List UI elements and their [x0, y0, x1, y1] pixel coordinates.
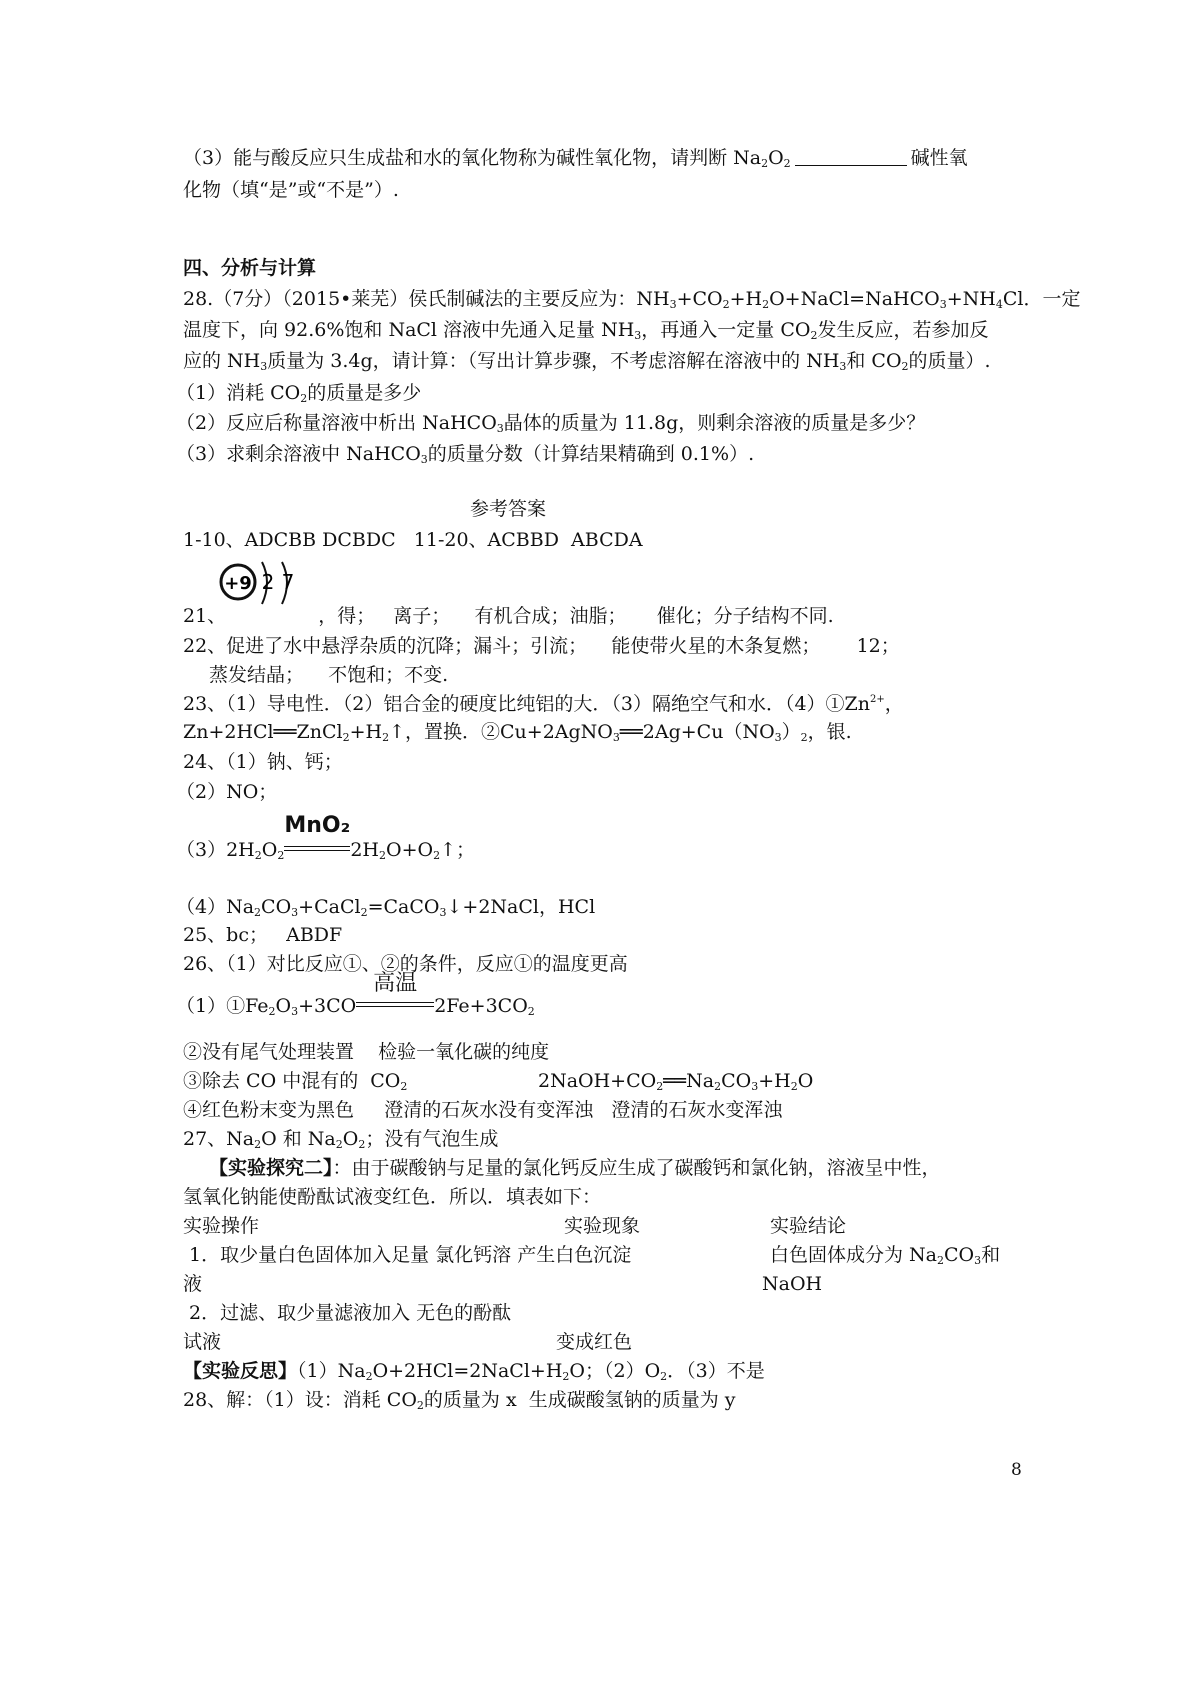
answer-26-equation: $2NaOH+CO_2══Na_2CO_3+H_2O$ — [538, 1070, 814, 1093]
answer-24-line1: 24、（1）钠、钙； — [183, 751, 343, 773]
q28-sub2: （2）反应后称量溶液中析出 NaHCO$_3$晶体的质量为 11.8g，则剩余溶液的质量是多少？ — [176, 412, 926, 435]
table-row2-phenomenon: 变成红色 — [556, 1331, 633, 1353]
answer-27-line1: 27、$Na_2O$ 和 $Na_2O_2$；没有气泡生成 — [183, 1128, 499, 1151]
table-row1-conclusion: 白色固体成分为 $Na_2CO_3$和 — [770, 1244, 1001, 1267]
q27-3-line2: 化物（填“是”或“不是”）. — [183, 179, 399, 201]
answer-mc: 1-10、ADCBB DCBDC 11-20、ACBBD ABCDA — [183, 529, 643, 551]
answer-26-line3: ②没有尾气处理装置 检验一氧化碳的纯度 — [183, 1041, 550, 1063]
answer-25: 25、bc； ABDF — [183, 924, 343, 946]
q27-3-line1: （3）能与酸反应只生成盐和水的氧化物称为碱性氧化物，请判断 $Na_2O_2$ 碱性氧 — [183, 147, 968, 170]
answer-27-line2: 【实验探究二】：由于碳酸钠与足量的氯化钙反应生成了碳酸钙和氯化钠，溶液呈中性， — [209, 1157, 941, 1179]
answer-22-line1: 22、促进了水中悬浮杂质的沉降；漏斗；引流； 能使带火星的木条复燃； 12； — [183, 635, 900, 657]
shell2-count: 7 — [281, 570, 295, 594]
answer-28: 28、解：（1）设：消耗 $CO_2$的质量为 x 生成碳酸氢钠的质量为 y — [183, 1389, 736, 1412]
answers-title: 参考答案 — [470, 498, 547, 520]
answer-23-line2: $Zn+2HCl══ZnCl_2+H_2↑$，置换．$②Cu+2AgNO_3══2Ag+Cu(NO_3)_2$，银. — [183, 721, 852, 744]
table-row1-operation-cont: 液 — [183, 1273, 203, 1295]
answer-26-line1: 26、（1）对比反应①、②的条件，反应①的温度更高 — [183, 953, 628, 975]
table-row1-conclusion-cont: NaOH — [762, 1273, 823, 1295]
nucleus-charge: +9 — [224, 573, 252, 594]
table-header-phenomenon: 实验现象 — [564, 1215, 641, 1237]
page-number: 8 — [1011, 1460, 1022, 1480]
q28-sub1: （1）消耗 $CO_2$的质量是多少 — [176, 382, 422, 405]
table-row2-operation: 2．过滤、取少量滤液加入 无色的酚酞 — [183, 1302, 512, 1324]
table-header-operation: 实验操作 — [183, 1215, 260, 1237]
answer-26-line4: ③除去 CO 中混有的 $CO_2$ — [183, 1070, 408, 1093]
reaction-condition-mno2: MnO₂ — [284, 844, 350, 854]
answer-23-line1: 23、（1）导电性．（2）铝合金的硬度比纯铝的大．（3）隔绝空气和水．$(4)①Zn^{2+}$， — [183, 693, 904, 715]
table-header-conclusion: 实验结论 — [770, 1215, 847, 1237]
answer-22-line2: 蒸发结晶； 不饱和；不变. — [209, 664, 449, 686]
experiment-reflection: 【实验反思】$(1)Na_2O+2HCl=2NaCl+H_2O$；$(2)O_2$．（3）不是 — [183, 1360, 765, 1383]
section-heading: 四、分析与计算 — [183, 257, 317, 279]
q28-line3: 应的 $NH_3$质量为 3.4g，请计算：（写出计算步骤，不考虑溶解在溶液中的 $NH_3$和 $CO_2$的质量）. — [183, 350, 991, 373]
answer-24-line3: $(3)2H_2O_2$ MnO₂ $2H_2O+O_2↑$； — [176, 813, 475, 862]
shell1-count: 2 — [261, 570, 275, 594]
table-row1-operation: 1．取少量白色固体加入足量 氯化钙溶 产生白色沉淀 — [183, 1244, 632, 1266]
reaction-condition-high-temp: 高温 — [356, 1000, 434, 1010]
answer-24-line4: $(4)Na_2CO_3+CaCl_2=CaCO_3↓+2NaCl$，HCl — [176, 896, 596, 919]
answer-21: 21、 ，得； 离子； 有机合成；油脂； 催化；分子结构不同. — [183, 605, 834, 627]
q28-line1: 28.（7分）（2015•莱芜）侯氏制碱法的主要反应为：$NH_3+CO_2+H_2O+NaCl=NaHCO_3+NH_4Cl$．一定 — [183, 288, 1081, 311]
answer-24-line2: （2）NO； — [176, 781, 278, 803]
q28-sub3: （3）求剩余溶液中 NaHCO$_3$的质量分数（计算结果精确到 0.1%）. — [176, 443, 755, 466]
answer-26-line5: ④红色粉末变为黑色 澄清的石灰水没有变浑浊 澄清的石灰水变浑浊 — [183, 1099, 783, 1121]
answer-26-line2: $(1)①Fe_2O_3+3CO$ 高温 $2Fe+3CO_2$ — [176, 971, 535, 1018]
answer-blank[interactable] — [795, 149, 907, 166]
answer-27-line3: 氢氧化钠能使酚酞试液变红色．所以．填表如下： — [183, 1186, 602, 1208]
table-row2-operation-cont: 试液 — [183, 1331, 222, 1353]
q28-line2: 温度下，向 92.6%饱和 NaCl 溶液中先通入足量 $NH_3$，再通入一定量 $CO_2$发生反应，若参加反 — [183, 319, 989, 342]
